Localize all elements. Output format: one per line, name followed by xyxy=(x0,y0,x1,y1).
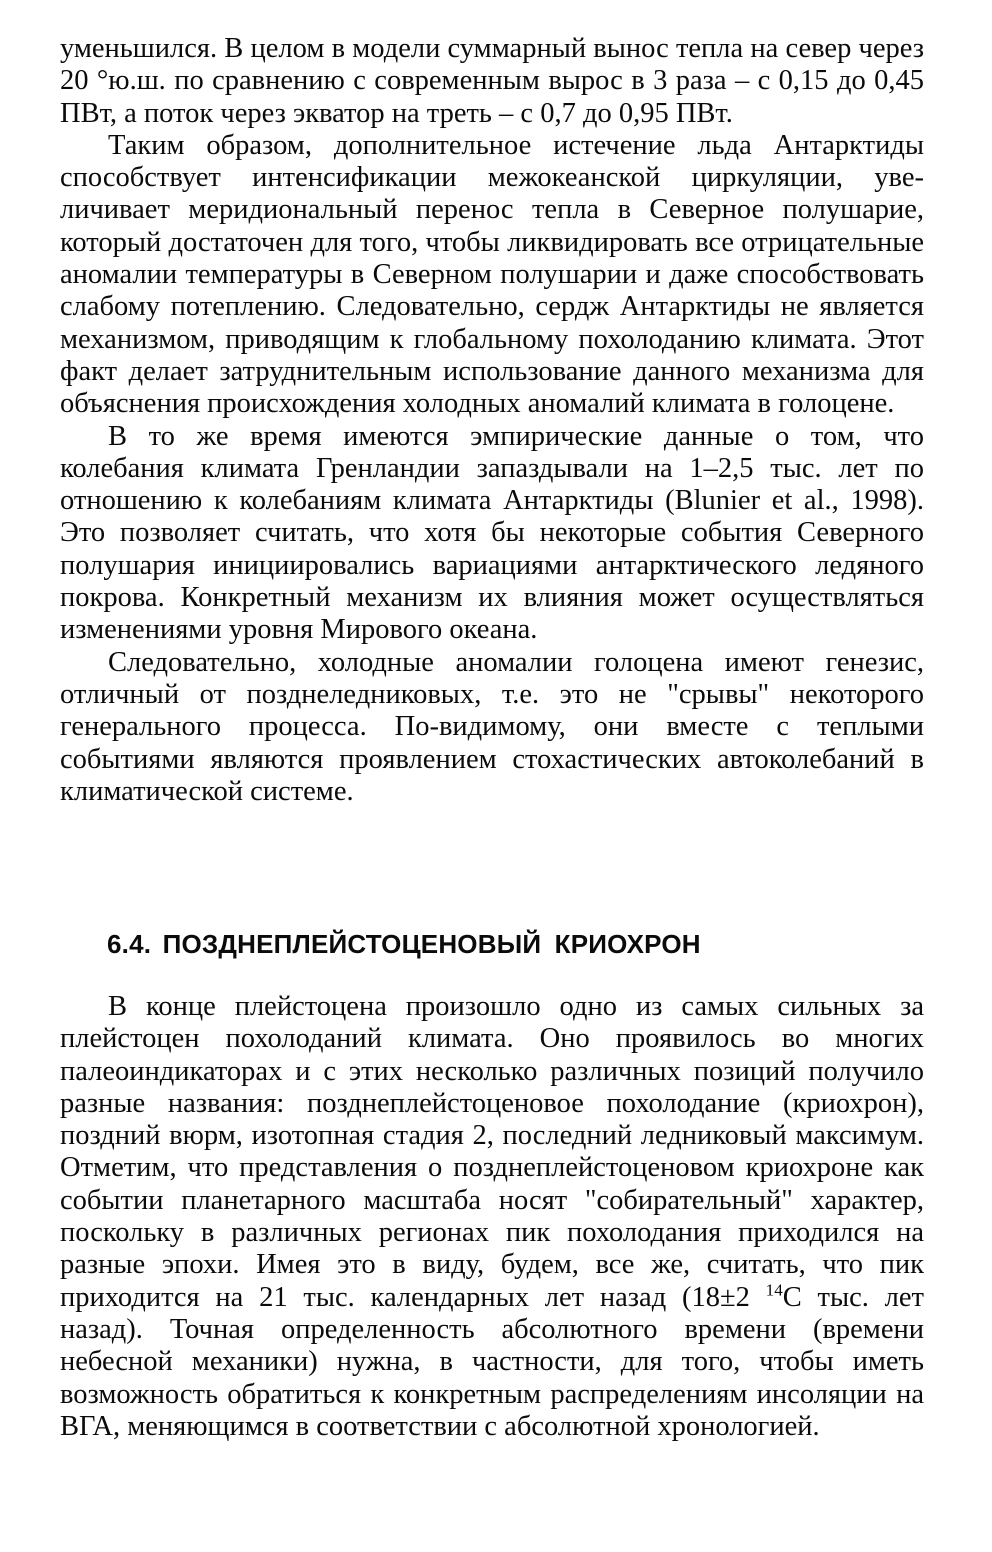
section-title: ПОЗДНЕПЛЕЙСТОЦЕНОВЫЙ КРИОХРОН xyxy=(162,929,701,959)
section-heading xyxy=(107,928,907,960)
paragraph: В то же время имеются эмпирические данные о том, что колебания климата Гренландии запаздывали на 1–2,5 тыс. лет по отношению к колебаниям климата Антарктиды (Blunier et al., 1998). Это позволяет считать, что хотя бы некоторые события Северного полушария инициировались вариациями антарктического ледяного покрова. Конкретный механизм их влияния может осуществляться изменениями уровня Мирового океана. xyxy=(60,420,924,646)
top-text-block xyxy=(60,33,924,808)
paragraph: Таким образом, дополнительное истечение льда Антарктиды способствует интенсификации межокеанской циркуляции, увеличивает меридиональный перенос тепла в Северное полушарие, который достаточен для того, чтобы ликвидировать все отрицательные аномалии температуры в Северном полушарии и даже способствовать слабому потеплению. Следовательно, сердж Антарктиды не является механизмом, приводящим к глобальному похолоданию климата. Этот факт делает затруднительным использование данного механизма для объяснения происхождения холодных аномалий климата в голоцене. xyxy=(60,129,924,420)
paragraph xyxy=(60,991,924,1443)
bottom-text-block xyxy=(60,991,924,1443)
paragraph-text-part: С тыс. лет назад). Точная определенность абсолютного времени (времени небесной механики) нужна, в частности, для того, чтобы иметь возможность обратиться к конкретным распределениям инсоляции на ВГА, меняющимся в соответствии с абсолютной хронологией. xyxy=(60,1281,924,1442)
paragraph-text-part: В конце плейстоцена произошло одно из самых сильных за плейстоцен похолоданий климата. Оно проявилось во многих палеоиндикаторах и с этих несколько различных позиций получило разные названия: позднеплейстоценовое похолодание (криохрон), поздний вюрм, изотопная стадия 2, последний ледниковый максимум. Отметим, что представления о позднеплейстоценовом криохроне как событии планетарного масштаба носят "собирательный" характер, поскольку в различных регионах пик похолодания приходился на разные эпохи. Имея это в виду, будем, все же, считать, что пик приходится на 21 тыс. календарных лет назад (18±2 xyxy=(60,991,924,1313)
section-number: 6.4. xyxy=(107,929,152,959)
isotope-superscript: 14 xyxy=(765,1280,783,1300)
paragraph: Следовательно, холодные аномалии голоцена имеют генезис, отличный от позднеледниковых, т.е. это не "срывы" некоторого генерального процесса. По-видимому, они вместе с теплыми событиями являются проявлением стохастических автоколебаний в климатической системе. xyxy=(60,646,924,807)
paragraph-continuation: уменьшился. В целом в модели суммарный вынос тепла на север через 20 °ю.ш. по сравнению с современным вырос в 3 раза – с 0,15 до 0,45 ПВт, а поток через экватор на треть – с 0,7 до 0,95 ПВт. xyxy=(60,33,924,129)
